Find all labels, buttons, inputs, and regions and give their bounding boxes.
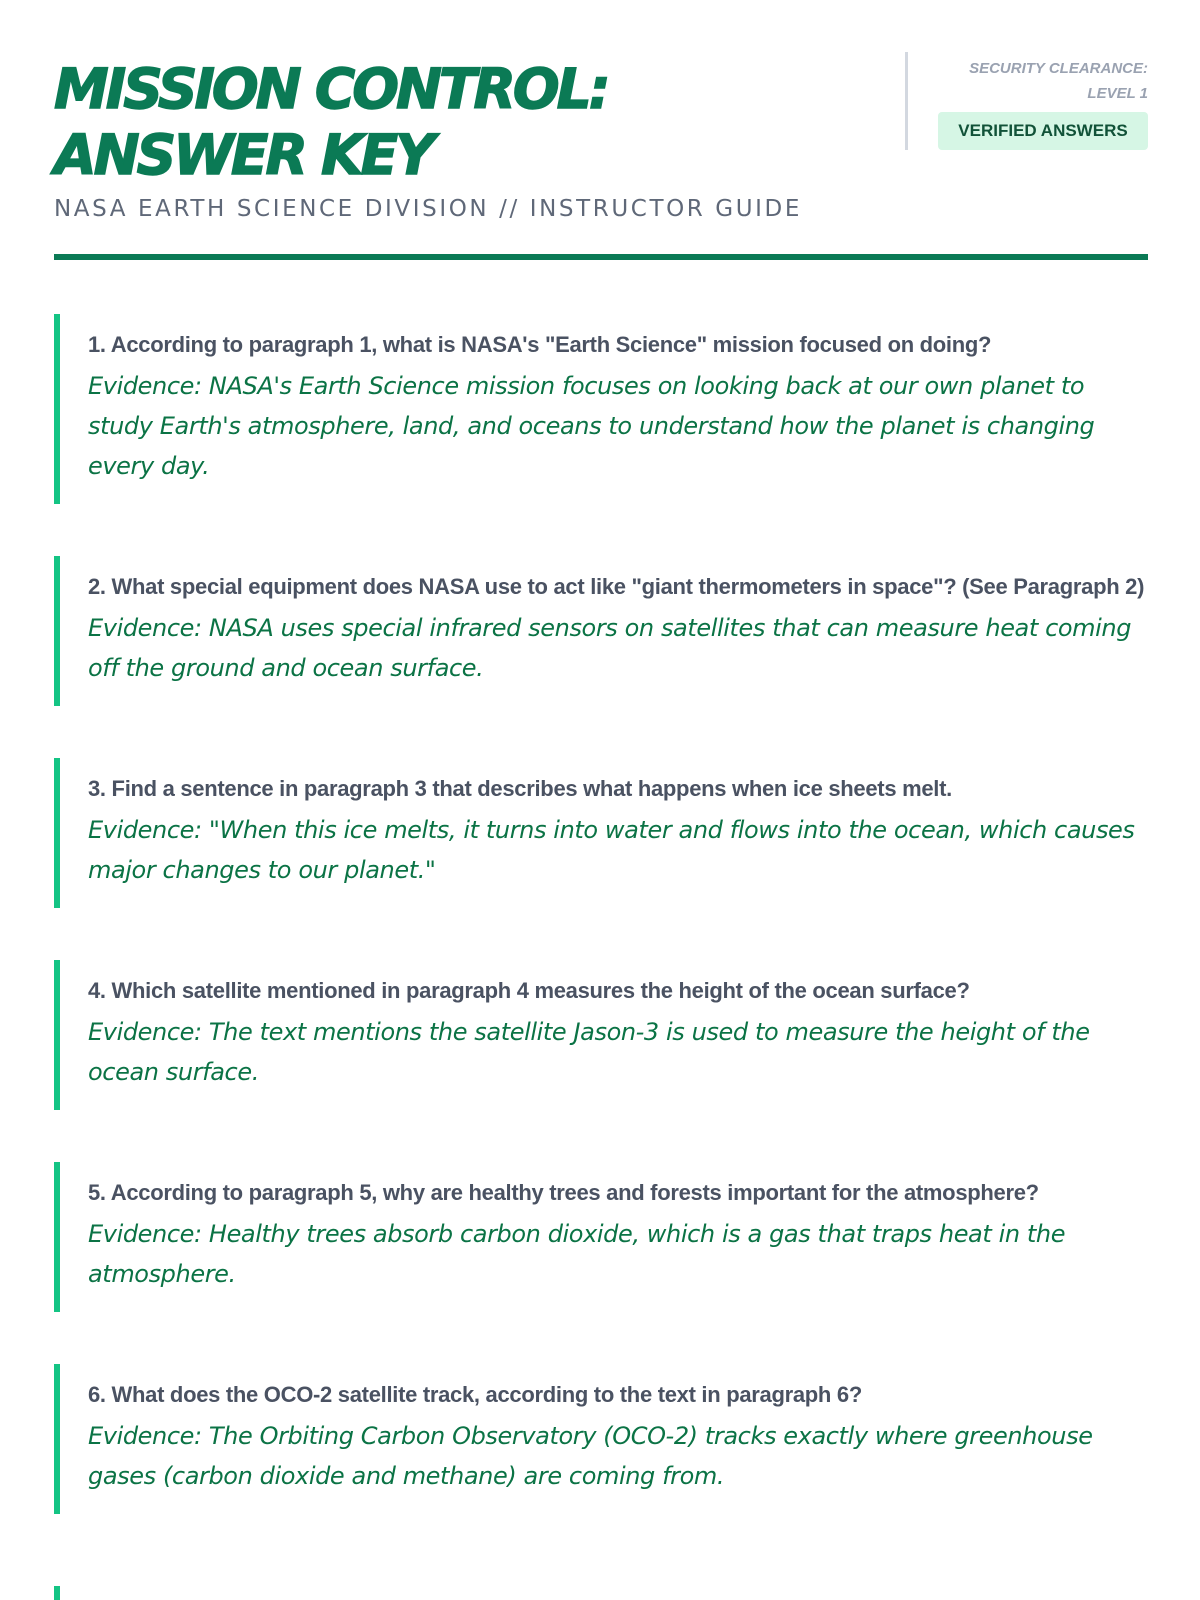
question-text: 4. Which satellite mentioned in paragraph 4 measures the height of the ocean surface?	[88, 978, 970, 1003]
question-item-3	[54, 758, 1148, 908]
answer-evidence: Evidence: Healthy trees absorb carbon dioxide, which is a gas that traps heat in the atmosphere.	[88, 1220, 1066, 1288]
question-text: 3. Find a sentence in paragraph 3 that describes what happens when ice sheets melt.	[88, 776, 952, 801]
question-item-1	[54, 314, 1148, 504]
answer-evidence: Evidence: The Orbiting Carbon Observatory (OCO-2) tracks exactly where greenhouse gases (carbon dioxide and methane) are coming from.	[88, 1422, 1093, 1490]
security-clearance-title: SECURITY CLEARANCE:	[969, 60, 1148, 77]
verified-answers-badge: VERIFIED ANSWERS	[938, 112, 1148, 150]
security-clearance-level: LEVEL 1	[1087, 85, 1148, 102]
question-item-4	[54, 960, 1148, 1110]
next-question-accent-bar	[54, 1586, 60, 1600]
question-text: 1. According to paragraph 1, what is NASA's "Earth Science" mission focused on doing?	[88, 332, 992, 357]
page-subtitle: NASA EARTH SCIENCE DIVISION // INSTRUCTOR GUIDE	[54, 196, 802, 222]
answer-evidence: Evidence: NASA's Earth Science mission focuses on looking back at our own planet to study Earth's atmosphere, land, and oceans to understand how the planet is changing every day.	[88, 372, 1095, 480]
security-clearance-label	[969, 56, 1148, 106]
question-text: 5. According to paragraph 5, why are healthy trees and forests important for the atmosphere?	[88, 1180, 1039, 1205]
page-header	[54, 0, 1148, 262]
answer-evidence: Evidence: The text mentions the satellite Jason-3 is used to measure the height of the ocean surface.	[88, 1018, 1090, 1086]
question-item-2	[54, 556, 1148, 706]
page-title	[54, 56, 608, 188]
page-title-line-2: ANSWER KEY	[54, 123, 432, 187]
page-title-line-1: MISSION CONTROL:	[54, 57, 608, 121]
question-item-6	[54, 1364, 1148, 1514]
clearance-block	[905, 52, 1148, 150]
question-item-5	[54, 1162, 1148, 1312]
answer-evidence: Evidence: NASA uses special infrared sensors on satellites that can measure heat coming off the ground and ocean surface.	[88, 614, 1132, 682]
question-text: 6. What does the OCO-2 satellite track, according to the text in paragraph 6?	[88, 1382, 862, 1407]
question-list	[54, 314, 1148, 1566]
question-text: 2. What special equipment does NASA use to act like "giant thermometers in space"? (See Paragraph 2)	[88, 574, 1145, 599]
answer-key-page	[54, 0, 1148, 1600]
answer-evidence: Evidence: "When this ice melts, it turns into water and flows into the ocean, which causes major changes to our planet."	[88, 816, 1135, 884]
header-divider	[54, 254, 1148, 260]
